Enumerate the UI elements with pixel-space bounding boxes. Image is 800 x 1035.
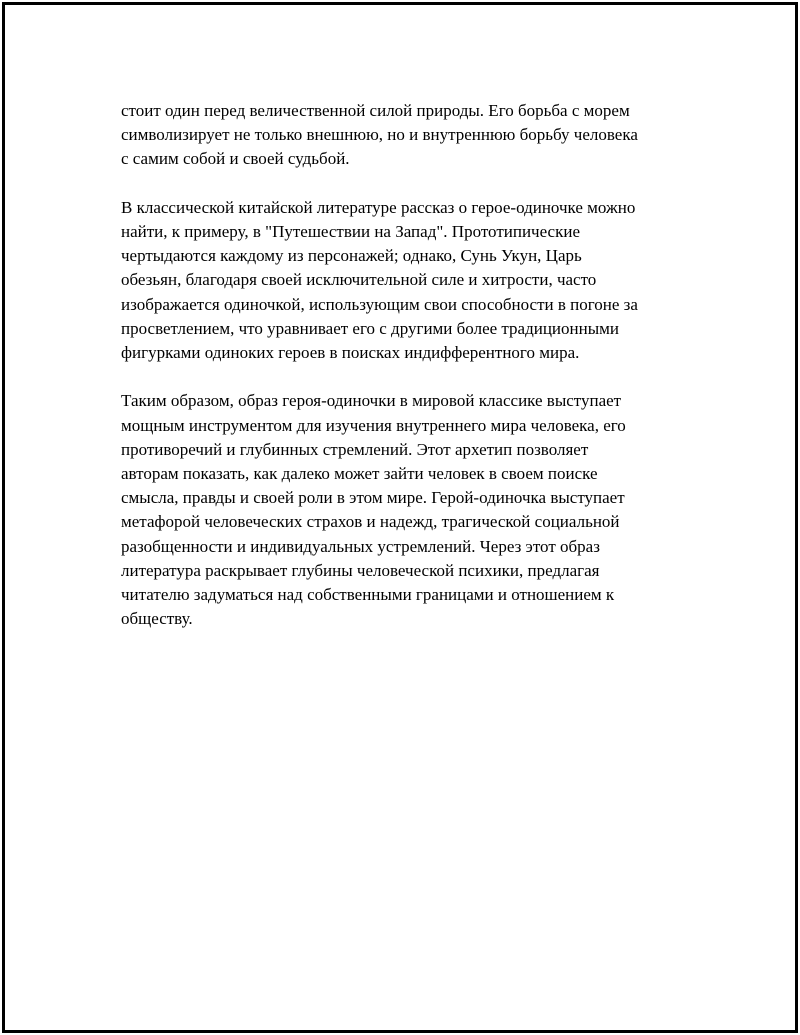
text-line: Таким образом, образ героя-одиночки в мировой классике выступает bbox=[121, 391, 622, 411]
text-line: стоит один перед величественной силой природы. Его борьба с морем bbox=[121, 101, 630, 120]
document-body bbox=[121, 99, 711, 656]
text-line: литература раскрывает глубины человеческой психики, предлагая bbox=[121, 560, 600, 580]
text-line: противоречий и глубинных стремлений. Этот архетип позволяет bbox=[121, 439, 589, 459]
text-line: символизирует не только внешнюю, но и внутреннюю борьбу человека bbox=[121, 125, 638, 145]
text-line: обществу. bbox=[121, 609, 193, 629]
text-line: с самим собой и своей судьбой. bbox=[121, 149, 350, 169]
paragraph-3 bbox=[121, 389, 711, 631]
text-line: найти, к примеру, в "Путешествии на Запад". Прототипические bbox=[121, 222, 581, 241]
text-line: В классической китайской литературе рассказ о герое-одиночке можно bbox=[121, 197, 636, 217]
text-line: просветлением, что уравнивает его с другими более традиционными bbox=[121, 318, 620, 338]
text-line: чертыдаются каждому из персонажей; однако, Сунь Укун, Царь bbox=[121, 246, 582, 266]
text-line: авторам показать, как далеко может зайти человек в своем поиске bbox=[121, 464, 598, 484]
page bbox=[2, 2, 798, 1033]
text-line: читателю задуматься над собственными границами и отношением к bbox=[121, 585, 615, 605]
text-line: мощным инструментом для изучения внутреннего мира человека, его bbox=[121, 415, 626, 435]
paragraph-1 bbox=[121, 99, 711, 172]
text-line: разобщенности и индивидуальных устремлений. Через этот образ bbox=[121, 536, 600, 556]
text-line: фигурками одиноких героев в поисках индифферентного мира. bbox=[121, 343, 580, 363]
text-line: изображается одиночкой, использующим свои способности в погоне за bbox=[121, 294, 638, 314]
text-line: метафорой человеческих страхов и надежд, трагической социальной bbox=[121, 512, 620, 532]
text-line: обезьян, благодаря своей исключительной силе и хитрости, часто bbox=[121, 270, 597, 290]
text-line: смысла, правды и своей роли в этом мире. Герой-одиночка выступает bbox=[121, 488, 625, 508]
paragraph-2 bbox=[121, 196, 711, 365]
